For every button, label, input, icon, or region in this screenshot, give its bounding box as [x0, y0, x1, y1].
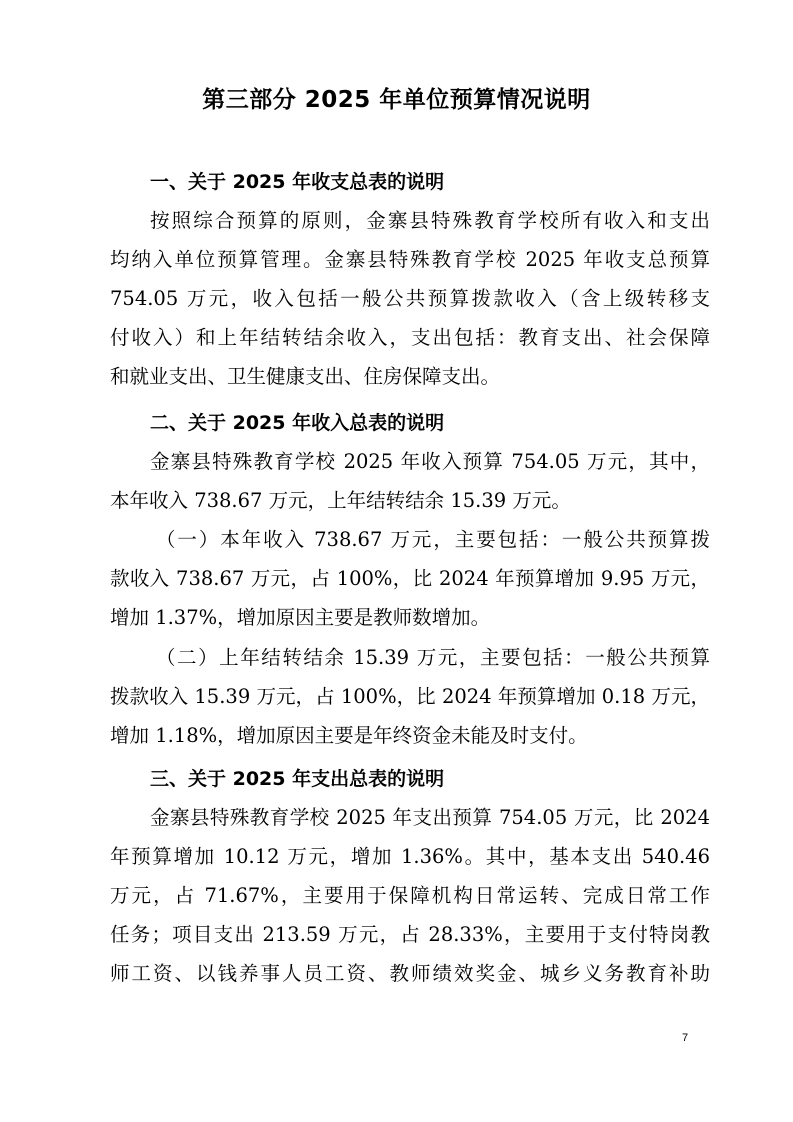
- text-line: 款收入 738.67 万元，占 100%，比 2024 年预算增加 9.95 万元，: [110, 567, 710, 590]
- page-number: 7: [682, 1032, 689, 1044]
- section-heading-3: 三、关于 2025 年支出总表的说明: [150, 768, 445, 790]
- section-heading-1: 一、关于 2025 年收支总表的说明: [150, 171, 445, 193]
- text-line: 和就业支出、卫生健康支出、住房保障支出。: [110, 365, 501, 388]
- text-line: 任务；项目支出 213.59 万元，占 28.33%，主要用于支付特岗教: [110, 923, 710, 946]
- text-line: 万元，占 71.67%，主要用于保障机构日常运转、完成日常工作: [110, 884, 710, 907]
- text-line: 付收入）和上年结转结余收入，支出包括：教育支出、社会保障: [110, 326, 710, 349]
- text-line: 增加 1.18%，增加原因主要是年终资金未能及时支付。: [110, 724, 588, 747]
- section-heading-2: 二、关于 2025 年收入总表的说明: [150, 412, 445, 434]
- text-line: 754.05 万元，收入包括一般公共预算拨款收入（含上级转移支: [110, 287, 710, 310]
- text-line: 本年收入 738.67 万元，上年结转结余 15.39 万元。: [110, 489, 571, 512]
- text-line: 按照综合预算的原则，金寨县特殊教育学校所有收入和支出: [150, 209, 710, 232]
- text-line: 均纳入单位预算管理。金寨县特殊教育学校 2025 年收支总预算: [110, 248, 710, 271]
- text-line: （二）上年结转结余 15.39 万元，主要包括：一般公共预算: [156, 646, 710, 669]
- page-title: 第三部分 2025 年单位预算情况说明: [202, 87, 591, 113]
- text-line: 年预算增加 10.12 万元，增加 1.36%。其中，基本支出 540.46: [110, 845, 710, 868]
- text-line: 金寨县特殊教育学校 2025 年收入预算 754.05 万元，其中，: [150, 450, 710, 473]
- section-2-paragraph-3: [110, 638, 710, 755]
- text-line: 拨款收入 15.39 万元，占 100%，比 2024 年预算增加 0.18 万元，: [110, 685, 710, 708]
- section-1-paragraph: [110, 201, 710, 396]
- section-3-paragraph: [110, 798, 710, 993]
- section-2-paragraph-1: [110, 442, 710, 520]
- text-line: （一）本年收入 738.67 万元，主要包括：一般公共预算拨: [156, 528, 710, 551]
- section-2-paragraph-2: [110, 520, 710, 637]
- text-line: 增加 1.37%，增加原因主要是教师数增加。: [110, 606, 491, 629]
- text-line: 金寨县特殊教育学校 2025 年支出预算 754.05 万元，比 2024: [150, 806, 710, 829]
- text-line: 师工资、以钱养事人员工资、教师绩效奖金、城乡义务教育补助: [110, 962, 710, 985]
